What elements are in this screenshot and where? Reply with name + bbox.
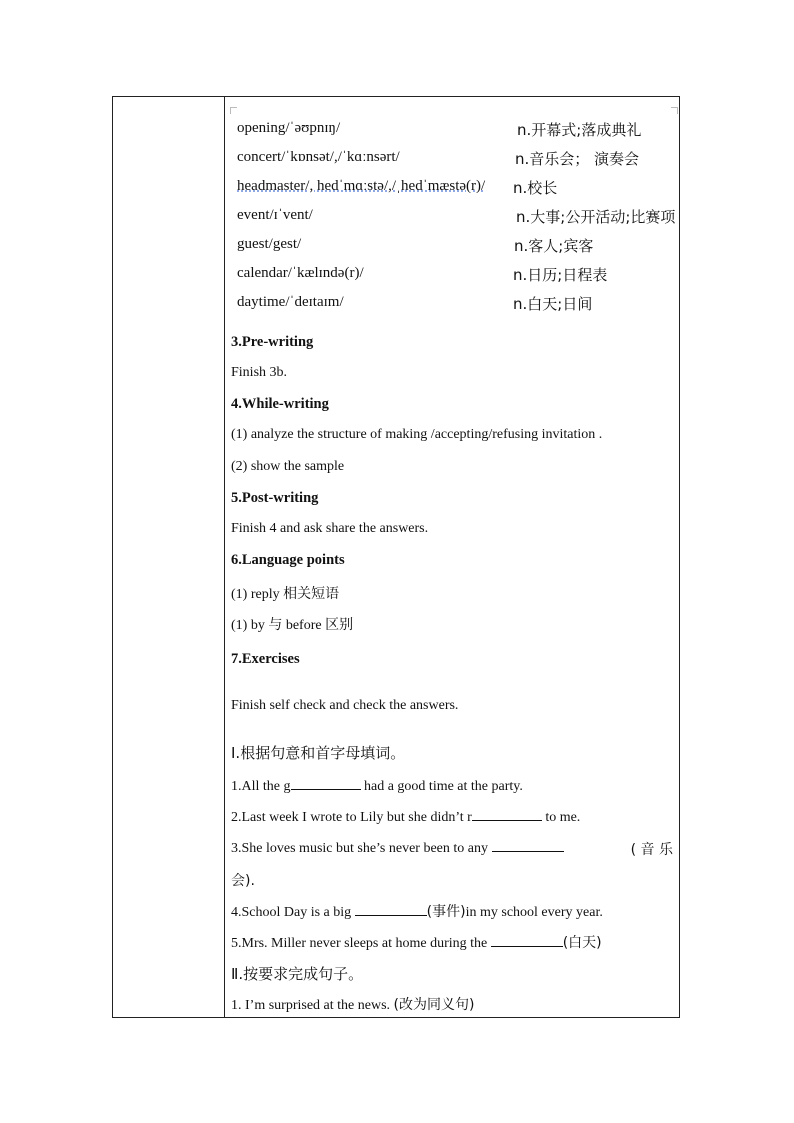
exercises-heading: 7.Exercises xyxy=(231,651,300,667)
exercise-question xyxy=(231,839,673,857)
vocab-definition: n.日历;日程表 xyxy=(513,266,608,284)
vocab-definition: n.开幕式;落成典礼 xyxy=(517,121,642,139)
vocabulary-box xyxy=(230,107,678,319)
question-text: (事件) xyxy=(426,904,466,920)
lesson-table xyxy=(112,96,680,1018)
language-point-text: (1) by xyxy=(231,618,269,633)
vocab-word: guest/gest/ xyxy=(237,236,302,252)
part2-title: Ⅱ.按要求完成句子。 xyxy=(231,965,364,983)
while-writing-item: (1) analyze the structure of making /accepting/refusing invitation . xyxy=(231,427,603,442)
post-writing-heading: 5.Post-writing xyxy=(231,490,319,506)
language-points-heading: 6.Language points xyxy=(231,552,345,568)
answer-blank[interactable] xyxy=(291,777,361,790)
language-point-item xyxy=(231,614,353,634)
question-text: 5.Mrs. Miller never sleeps at home during the xyxy=(231,936,491,951)
language-point-text: before xyxy=(282,618,326,633)
left-column xyxy=(113,97,225,1017)
vocab-definition: n.校长 xyxy=(513,179,558,197)
question-text: (改为同义句) xyxy=(393,997,475,1013)
vocab-word: daytime/ˈdeɪtaɪm/ xyxy=(237,294,344,310)
pre-writing-text: Finish 3b. xyxy=(231,365,288,380)
exercise-question xyxy=(231,994,474,1014)
answer-blank[interactable] xyxy=(491,934,563,947)
question-text: 3.She loves music but she’s never been to any xyxy=(231,841,492,856)
question-text: 1.All the g xyxy=(231,779,291,794)
vocab-word: event/ɪˈvent/ xyxy=(237,207,313,223)
vocab-word: concert/ˈkɒnsət/,/ˈkɑːnsərt/ xyxy=(237,149,400,165)
exercise-question-continued: 会). xyxy=(231,873,255,889)
exercise-question xyxy=(231,777,523,795)
exercise-question xyxy=(231,901,603,921)
question-text: 1. I’m surprised at the news. xyxy=(231,998,394,1013)
while-writing-heading: 4.While-writing xyxy=(231,396,329,412)
corner-mark xyxy=(230,107,237,114)
exercise-question xyxy=(231,808,580,826)
question-text: 4.School Day is a big xyxy=(231,905,355,920)
language-point-item xyxy=(231,583,339,603)
question-text: had a good time at the party. xyxy=(360,779,523,794)
question-text: (白天) xyxy=(562,935,602,951)
pre-writing-heading: 3.Pre-writing xyxy=(231,334,314,350)
question-text: 2.Last week I wrote to Lily but she didn’t r xyxy=(231,810,472,825)
answer-blank[interactable] xyxy=(472,808,542,821)
question-text: to me. xyxy=(541,810,581,825)
language-point-cjk: 区别 xyxy=(325,617,354,633)
vocab-word: calendar/ˈkælɪndə(r)/ xyxy=(237,265,364,281)
language-point-cjk: 相关短语 xyxy=(283,586,340,602)
question-text: in my school every year. xyxy=(465,905,603,920)
exercise-question xyxy=(231,932,602,952)
vocab-word: headmaster/, hedˈmɑːstə/,/ˌhedˈmæstə(r)/ xyxy=(237,178,486,194)
while-writing-item: (2) show the sample xyxy=(231,459,345,474)
answer-blank[interactable] xyxy=(355,903,427,916)
vocab-word: opening/ˈəʊpnɪŋ/ xyxy=(237,120,341,136)
language-point-cjk: 与 xyxy=(268,617,283,633)
vocab-definition: n.音乐会； 演奏会 xyxy=(515,150,640,168)
language-point-text: (1) reply xyxy=(231,587,284,602)
vocab-definition: n.客人;宾客 xyxy=(514,237,594,255)
vocab-definition: n.大事;公开活动;比赛项 xyxy=(516,208,676,226)
content-cell xyxy=(226,97,679,1017)
answer-blank[interactable] xyxy=(492,839,564,852)
question-text: ( 音 乐 xyxy=(630,842,673,858)
corner-mark xyxy=(671,107,678,114)
part1-title: Ⅰ.根据句意和首字母填词。 xyxy=(231,744,406,762)
vocab-definition: n.白天;日间 xyxy=(513,295,593,313)
exercises-text: Finish self check and check the answers. xyxy=(231,698,459,713)
post-writing-text: Finish 4 and ask share the answers. xyxy=(231,521,429,536)
